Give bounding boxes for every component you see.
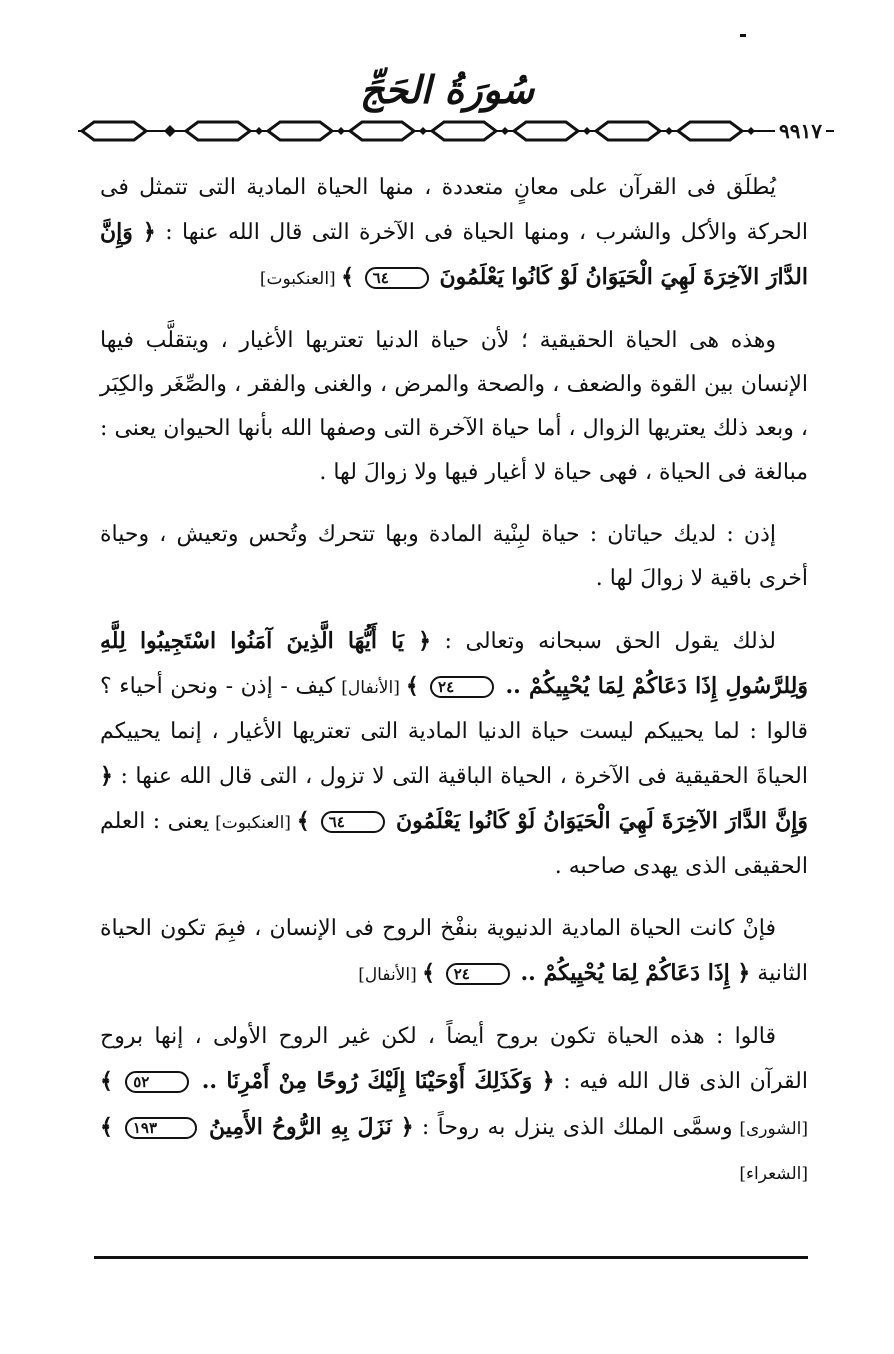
page-body — [100, 166, 808, 1214]
paragraph — [100, 1015, 808, 1196]
verse-number-badge: ٥٢ — [125, 1071, 189, 1093]
quran-verse: ﴿ وَكَذَلِكَ أَوْحَيْنَا إِلَيْكَ رُوحًا مِنْ أَمْرِنَا .. ٥٢ ﴾ — [100, 1068, 555, 1094]
surah-reference: [الأنفال] — [358, 965, 423, 985]
paragraph-text: يعنى : العلم الحقيقى الذى يهدى صاحبه . — [100, 809, 808, 879]
verse-number-badge: ٦٤ — [321, 811, 385, 833]
quran-verse: ﴿ نَزَلَ بِهِ الرُّوحُ الأَمِينُ ١٩٣ ﴾ — [100, 1114, 414, 1140]
surah-reference: [الشورى] — [732, 1119, 808, 1139]
quran-verse: ﴿ وَإِنَّ الدَّارَ الآخِرَةَ لَهِيَ الْحَيَوَانُ لَوْ كَانُوا يَعْلَمُونَ ٦٤ ﴾ — [100, 219, 808, 290]
paragraph — [100, 166, 808, 301]
ornament-chain-icon — [78, 118, 834, 144]
quran-verse: ﴿ إِذَا دَعَاكُمْ لِمَا يُحْيِيكُمْ .. ٢٤ ﴾ — [422, 960, 751, 986]
verse-number-badge: ١٩٣ — [125, 1117, 197, 1139]
paragraph-text: يُطلَق فى القرآن على معانٍ متعددة ، منها الحياة المادية التى تتمثل فى الحركة والأكل والشرب ، ومنها الحياة فى الآخرة التى قال الله عنها : — [100, 175, 808, 245]
paragraph-text: لذلك يقول الحق سبحانه وتعالى : — [431, 629, 776, 654]
verse-number-badge: ٢٤ — [446, 963, 510, 985]
footer-rule — [94, 1256, 808, 1259]
quran-verse: ﴿ يَا أَيُّهَا الَّذِينَ آمَنُوا اسْتَجِيبُوا لِلَّهِ وَلِلرَّسُولِ إِذَا دَعَاكُمْ لِمَا يُحْيِيكُمْ .. ٢٤ ﴾ — [100, 628, 808, 699]
paragraph-text: فإنْ كانت الحياة المادية الدنيوية بنفْخ الروح فى الإنسان ، فبِمَ تكون الحياة الثانية — [100, 916, 808, 986]
paragraph — [100, 619, 808, 889]
surah-reference: [الشعراء] — [739, 1164, 808, 1184]
paragraph: وهذه هى الحياة الحقيقية ؛ لأن حياة الدنيا تعتريها الأغيار ، ويتقلَّب فيها الإنسان بين القوة والضعف ، والصحة والمرض ، والغنى والفقر ، والصِّغَر والكِبَر ، وبعد ذلك يعتريها الزوال ، أما حياة الآخرة التى وصفها الله بأنها الحيوان يعنى : مبالغة فى الحياة ، فهى حياة لا أغيار فيها ولا زوالَ لها . — [100, 328, 808, 485]
paragraph — [100, 907, 808, 997]
paragraph-text: وسمَّى الملك الذى ينزل به روحاً : — [413, 1115, 733, 1140]
surah-title: سُورَةُ الحَجِّ — [359, 67, 535, 112]
surah-reference: [العنكبوت] — [209, 813, 297, 833]
quran-verse: ﴿ وَإِنَّ الدَّارَ الآخِرَةَ لَهِيَ الْحَيَوَانُ لَوْ كَانُوا يَعْلَمُونَ ٦٤ ﴾ — [100, 763, 808, 834]
page-number: ٩٩١٧ — [775, 118, 826, 144]
verse-number-badge: ٦٤ — [365, 267, 429, 289]
paragraph-text: قالوا : هذه الحياة تكون بروح أيضاً ، لكن غير الروح الأولى ، إنها بروح القرآن الذى قال الله فيه : — [100, 1024, 808, 1094]
paragraph-text: كيف - إذن - ونحن أحياء ؟ قالوا : لما يحييكم ليست حياة الدنيا المادية التى تعتريها الأغيار ، إنما يحييكم الحياةَ الحقيقية فى الآخرة ، الحياة الباقية التى لا تزول ، التى قال الله عنها : — [100, 674, 808, 789]
header-ornament-band — [78, 118, 834, 144]
surah-reference: [العنكبوت] — [259, 269, 342, 289]
verse-number-badge: ٢٤ — [430, 676, 494, 698]
scan-mark — [740, 34, 746, 37]
paragraph: إذن : لديك حياتان : حياة لبِنْية المادة وبها تتحرك وتُحس وتعيش ، وحياة أخرى باقية لا زوالَ لها . — [100, 522, 808, 591]
surah-reference: [الأنفال] — [335, 678, 406, 698]
